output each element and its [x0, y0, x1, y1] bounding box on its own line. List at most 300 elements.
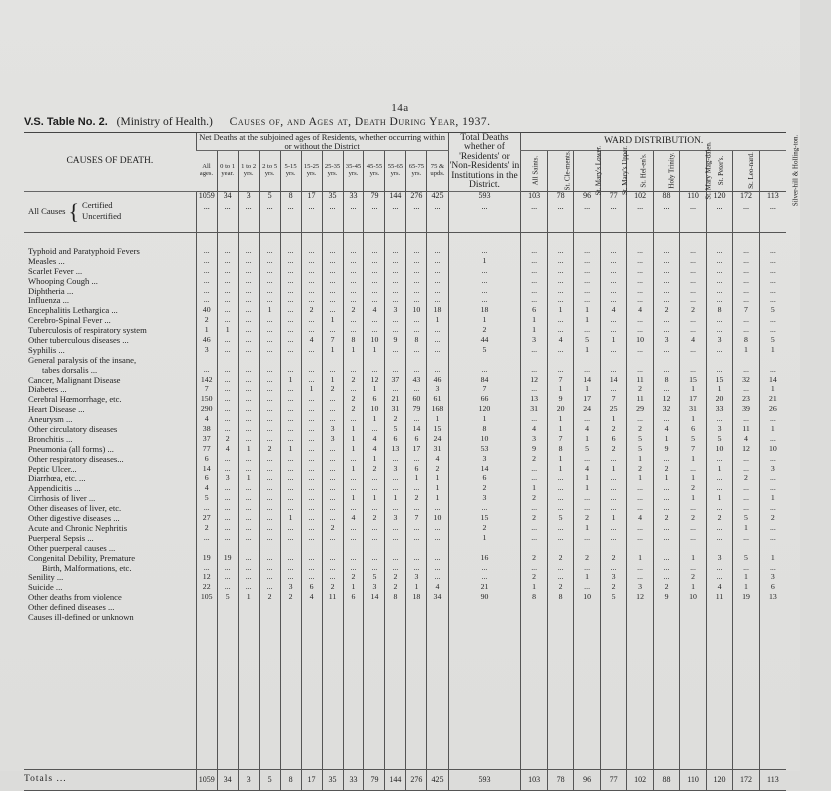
cell-value: ... — [743, 562, 749, 572]
cell-value: ... — [557, 503, 564, 513]
cell-value: ... — [481, 562, 488, 572]
cell-value: 2 — [225, 433, 230, 443]
ward-column-label: All Saints. — [531, 155, 540, 186]
cell-value: ... — [266, 503, 273, 513]
cell-value: ... — [769, 364, 776, 374]
cell-value: 1 — [246, 443, 251, 453]
cell-value: ... — [743, 463, 749, 473]
cell-value: 1 — [744, 582, 748, 592]
cell-value: 1 — [309, 384, 314, 394]
cell-value: 2 — [585, 552, 590, 562]
cell-value: 1 — [351, 443, 356, 453]
cell-value: ... — [287, 246, 294, 255]
cell-value: ... — [266, 315, 273, 325]
table-label: V.S. Table No. 2. — [24, 116, 108, 128]
cell-value: ... — [610, 532, 617, 542]
cell-value: ... — [392, 552, 399, 562]
cell-value: ... — [287, 493, 294, 503]
ward-column-header — [547, 151, 573, 192]
cell-value: 1 — [414, 582, 419, 592]
cell-value: 4 — [558, 335, 563, 345]
cell-value: ... — [245, 202, 252, 211]
all-causes-label: All Causes — [28, 206, 66, 217]
cell-value: ... — [329, 453, 336, 463]
cell-value: 43 — [412, 374, 421, 384]
cell-value: 21 — [480, 582, 489, 592]
cell-value: 1 — [558, 424, 563, 434]
page-number: 14a — [391, 102, 409, 114]
cell-value: ... — [287, 275, 294, 285]
cell-value: ... — [329, 295, 336, 305]
cell-value: 13 — [768, 592, 777, 602]
cell-value: 11 — [636, 394, 644, 404]
cell-value: ... — [371, 275, 378, 285]
cell-value: ... — [434, 522, 441, 532]
cell-value: ... — [350, 384, 357, 394]
cell-value: ... — [743, 483, 749, 493]
age-column-values — [196, 233, 217, 770]
cell-value: 40 — [202, 305, 211, 315]
cell-value: ... — [329, 513, 336, 523]
cell-value: ... — [481, 275, 488, 285]
cell-value: ... — [769, 285, 776, 295]
cell-value: 77 — [202, 443, 211, 453]
age-column-values — [343, 233, 364, 770]
cell-value: ... — [329, 255, 336, 265]
certified-ward-cell — [733, 192, 759, 233]
cell-value: 3 — [717, 424, 722, 434]
cell-value: ... — [287, 202, 294, 211]
cell-value: ... — [716, 364, 723, 374]
cell-value: 2 — [393, 414, 398, 424]
cell-value: ... — [434, 255, 441, 265]
cell-value: ... — [531, 246, 538, 255]
cell-value: 79 — [370, 191, 379, 200]
cell-value: ... — [371, 315, 378, 325]
cell-value: ... — [245, 493, 252, 503]
cell-value: 1 — [330, 344, 335, 354]
cell-value: ... — [266, 433, 273, 443]
cell-value: ... — [287, 404, 294, 414]
cause-label: Influenza ... — [28, 295, 70, 306]
cell-value: 2 — [611, 424, 616, 434]
cell-value: ... — [224, 532, 231, 542]
cell-value: 150 — [200, 394, 213, 404]
cell-value: ... — [637, 364, 643, 374]
cell-value: 4 — [691, 335, 695, 345]
all-causes-cell — [24, 192, 196, 233]
cell-value: 17 — [583, 394, 591, 404]
cell-value: ... — [266, 513, 273, 523]
column-values — [654, 247, 679, 603]
cell-value: 2 — [330, 582, 335, 592]
cell-value: 17 — [307, 191, 316, 200]
total-age-value: 5 — [259, 770, 280, 791]
cell-value: 31 — [689, 404, 697, 414]
cell-value: 2 — [351, 374, 356, 384]
cell-value: 2 — [393, 572, 398, 582]
cell-value: ... — [224, 562, 231, 572]
cell-value: 25 — [609, 404, 618, 414]
cell-value: ... — [245, 384, 252, 394]
cell-value: ... — [743, 255, 749, 265]
cell-value: ... — [245, 562, 252, 572]
cell-value: ... — [287, 433, 294, 443]
age-column-values — [280, 233, 301, 770]
cell-value: ... — [584, 255, 591, 265]
cell-value: 3 — [611, 572, 616, 582]
cell-value: ... — [350, 532, 357, 542]
cell-value: ... — [371, 285, 378, 295]
cell-value: ... — [690, 522, 696, 532]
certified-ward-cell — [653, 192, 679, 233]
cell-value: ... — [557, 344, 564, 354]
cell-value: ... — [743, 453, 749, 463]
column-values — [707, 247, 732, 603]
cell-value: ... — [287, 503, 294, 513]
cell-value: 14 — [768, 374, 777, 384]
cell-value: ... — [743, 532, 749, 542]
cell-value: 1 — [351, 424, 356, 434]
certified-age-cell — [217, 192, 238, 233]
cell-value: ... — [610, 364, 617, 374]
cell-value: ... — [224, 513, 231, 523]
cell-value: 1 — [770, 384, 775, 394]
cell-value: ... — [557, 522, 564, 532]
cell-value: ... — [557, 562, 564, 572]
certified-age-cell — [280, 192, 301, 233]
cell-value: ... — [245, 275, 252, 285]
age-column-header: 0 to 1 year. — [217, 151, 238, 192]
cell-value: ... — [371, 424, 378, 434]
cell-value: 2 — [532, 453, 537, 463]
cell-value: 10 — [689, 592, 697, 602]
cell-value: 110 — [687, 191, 699, 200]
cell-value: ... — [287, 285, 294, 295]
cell-value: ... — [266, 246, 273, 255]
cell-value: 10 — [583, 592, 591, 602]
cell-value: ... — [329, 443, 336, 453]
cell-value: 11 — [715, 592, 724, 602]
cell-value: 1 — [585, 483, 590, 493]
cell-value: 11 — [636, 374, 644, 384]
cause-label: Encephalitis Lethargica ... — [28, 305, 118, 316]
cell-value: ... — [637, 275, 643, 285]
cell-value: ... — [287, 315, 294, 325]
cell-value: 1 — [372, 344, 377, 354]
cell-value: ... — [308, 473, 315, 483]
cell-value: 11 — [742, 424, 750, 434]
cell-value: ... — [769, 532, 776, 542]
cell-value: ... — [610, 315, 617, 325]
cell-value: 5 — [611, 592, 616, 602]
cause-label: Other circulatory diseases — [28, 424, 118, 435]
cell-value: ... — [308, 552, 315, 562]
cell-value: 1 — [691, 473, 695, 483]
cell-value: ... — [531, 562, 538, 572]
cell-value: ... — [224, 255, 231, 265]
cell-value: 4 — [372, 305, 377, 315]
cell-value: ... — [266, 202, 273, 211]
cell-value: ... — [413, 503, 420, 513]
cell-value: ... — [663, 493, 670, 503]
cause-label: General paralysis of the insane, — [28, 354, 137, 365]
cell-value: ... — [434, 295, 441, 305]
cell-value: ... — [716, 246, 723, 255]
cell-value: ... — [329, 275, 336, 285]
cell-value: ... — [481, 285, 488, 295]
cell-value: ... — [610, 522, 617, 532]
cell-value: ... — [350, 473, 357, 483]
cause-label: Appendicitis ... — [28, 483, 81, 494]
total-age-value: 1059 — [196, 770, 217, 791]
cause-label: Peptic Ulcer... — [28, 463, 77, 474]
brace-glyph: { — [68, 199, 80, 224]
cell-value: ... — [350, 202, 357, 211]
cell-value: ... — [637, 562, 643, 572]
cell-value: 8 — [717, 305, 722, 315]
cell-value: 1 — [558, 414, 563, 424]
column-values — [427, 247, 447, 603]
cell-value: ... — [743, 275, 749, 285]
cell-value: 102 — [634, 191, 647, 200]
cell-value: ... — [690, 364, 696, 374]
cell-value: ... — [690, 285, 696, 295]
cell-value: 2 — [532, 513, 537, 523]
cell-value: 5 — [585, 443, 590, 453]
cell-value: 2 — [691, 305, 695, 315]
column-values — [239, 247, 259, 603]
cell-value: ... — [610, 295, 617, 305]
cell-value: 1 — [558, 305, 563, 315]
cell-value: 1 — [204, 325, 209, 335]
cause-label: Cerebral Hœmorrhage, etc. — [28, 394, 122, 405]
cell-value: 14 — [370, 592, 379, 602]
cell-value: 1 — [585, 384, 590, 394]
cell-value: ... — [637, 325, 643, 335]
cell-value: 4 — [638, 305, 643, 315]
cell-value: 1 — [691, 453, 695, 463]
cell-value: 2 — [330, 384, 335, 394]
cell-value: ... — [690, 202, 697, 211]
cell-value: ... — [329, 246, 336, 255]
cell-value: 1 — [288, 443, 293, 453]
cell-value: ... — [392, 522, 399, 532]
cell-value: ... — [224, 305, 231, 315]
cell-value: ... — [392, 246, 399, 255]
cell-value: ... — [224, 483, 231, 493]
cause-label: Cancer, Malignant Disease — [28, 374, 121, 385]
ward-column-values — [547, 233, 573, 770]
cell-value: 1 — [691, 582, 695, 592]
age-column-header: 75 & upds. — [427, 151, 448, 192]
cell-value: 1 — [585, 433, 590, 443]
cell-value: ... — [308, 562, 315, 572]
cell-value: ... — [716, 325, 723, 335]
cell-value: 9 — [664, 443, 669, 453]
cell-value: 5 — [393, 424, 398, 434]
cell-value: ... — [584, 364, 591, 374]
cell-value: ... — [371, 483, 378, 493]
cell-value: ... — [434, 285, 441, 295]
cell-value: 4 — [744, 433, 748, 443]
cell-value: ... — [690, 265, 696, 275]
cell-value: ... — [557, 493, 564, 503]
cell-value: 18 — [480, 305, 489, 315]
cell-value: ... — [203, 246, 210, 255]
cell-value: ... — [224, 453, 231, 463]
cause-label: Cerebro-Spinal Fever ... — [28, 315, 111, 326]
cell-value: 11 — [328, 592, 337, 602]
cell-value: ... — [203, 255, 210, 265]
cause-label: Other digestive diseases ... — [28, 513, 120, 524]
cell-value: ... — [531, 473, 538, 483]
age-column-values — [322, 233, 343, 770]
column-values — [627, 247, 652, 603]
cell-value: ... — [329, 463, 336, 473]
cell-value: ... — [716, 202, 723, 211]
certified-age-cell — [427, 192, 448, 233]
cell-value: 2 — [482, 325, 487, 335]
cell-value: 1 — [246, 592, 251, 602]
cell-value: ... — [245, 433, 252, 443]
cell-value: ... — [350, 265, 357, 275]
cell-value: 9 — [558, 394, 563, 404]
certified-age-cell — [238, 192, 259, 233]
cell-value: 2 — [664, 582, 669, 592]
cell-value: 8 — [744, 335, 748, 345]
cell-value: ... — [392, 344, 399, 354]
cell-value: ... — [308, 424, 315, 434]
cell-value: ... — [557, 325, 564, 335]
cell-value: ... — [287, 522, 294, 532]
cell-value: ... — [637, 493, 643, 503]
cell-value: 5 — [585, 335, 590, 345]
cell-value: 2 — [532, 552, 537, 562]
cell-value: 4 — [204, 483, 209, 493]
cell-value: ... — [245, 522, 252, 532]
cell-value: ... — [266, 325, 273, 335]
column-values — [218, 247, 238, 603]
cell-value: 1 — [558, 463, 563, 473]
cell-value: 1 — [482, 532, 487, 542]
cell-value: ... — [392, 315, 399, 325]
ward-column-values — [600, 233, 626, 770]
cell-value: ... — [531, 384, 538, 394]
cell-value: 22 — [202, 582, 211, 592]
cell-value: ... — [350, 414, 357, 424]
cell-value: 1 — [717, 463, 722, 473]
cell-value: 1 — [691, 414, 695, 424]
certified-ward-cell — [574, 192, 600, 233]
cell-value: 1 — [585, 473, 590, 483]
cell-value: 4 — [664, 424, 669, 434]
cell-value: ... — [287, 394, 294, 404]
cell-value: 10 — [480, 433, 489, 443]
column-values — [344, 247, 364, 603]
cell-value: 1 — [638, 552, 643, 562]
cause-label: Suicide ... — [28, 582, 63, 593]
cell-value: 14 — [412, 424, 421, 434]
cell-value: ... — [413, 285, 420, 295]
causes-header: CAUSES OF DEATH. — [24, 133, 196, 192]
cell-value: 2 — [414, 493, 419, 503]
cell-value: ... — [266, 384, 273, 394]
cell-value: 4 — [435, 453, 440, 463]
cell-value: ... — [392, 285, 399, 295]
cell-value: ... — [769, 473, 776, 483]
cell-value: ... — [287, 562, 294, 572]
column-values — [364, 247, 384, 603]
cell-value: 1 — [482, 315, 487, 325]
cell-value: ... — [637, 522, 643, 532]
cell-value: 1 — [744, 522, 748, 532]
cell-value: ... — [245, 532, 252, 542]
cell-value: 6 — [351, 592, 356, 602]
total-age-value: 79 — [364, 770, 385, 791]
total-ward-value: 78 — [547, 770, 573, 791]
cause-label: Puerperal Sepsis ... — [28, 532, 94, 543]
cell-value: 5 — [372, 572, 377, 582]
certified-ward-cell — [680, 192, 706, 233]
cell-value: 120 — [478, 404, 491, 414]
cell-value: 60 — [412, 394, 421, 404]
cell-value: ... — [308, 532, 315, 542]
cell-value: ... — [557, 572, 564, 582]
cell-value: ... — [266, 344, 273, 354]
age-column-header: 15-25 yrs. — [301, 151, 322, 192]
cell-value: 2 — [744, 473, 748, 483]
cell-value: ... — [224, 265, 231, 275]
cell-value: ... — [690, 463, 696, 473]
cell-value: ... — [392, 364, 399, 374]
cell-value: ... — [392, 275, 399, 285]
cell-value: ... — [637, 265, 643, 275]
cell-value: ... — [769, 255, 776, 265]
cell-value: 31 — [433, 443, 442, 453]
cell-value: ... — [413, 384, 420, 394]
cell-value: ... — [308, 443, 315, 453]
cell-value: 3 — [330, 433, 335, 443]
cell-value: 1 — [611, 513, 616, 523]
cell-value: ... — [224, 202, 231, 211]
cell-value: 20 — [556, 404, 565, 414]
cell-value: 3 — [330, 424, 335, 434]
cell-value: 7 — [558, 374, 563, 384]
cell-value: ... — [434, 246, 441, 255]
cell-value: ... — [481, 202, 488, 211]
cell-value: 1 — [638, 453, 643, 463]
cause-label: Typhoid and Paratyphoid Fevers — [28, 246, 140, 256]
cell-value: ... — [637, 572, 643, 582]
cell-value: ... — [266, 404, 273, 414]
cell-value: ... — [245, 414, 252, 424]
cell-value: ... — [769, 246, 776, 255]
cell-value: ... — [287, 483, 294, 493]
cell-value: ... — [584, 325, 591, 335]
cell-value: 4 — [309, 592, 314, 602]
causes-list — [28, 247, 196, 623]
all-causes-group — [24, 201, 196, 223]
cell-value: 3 — [770, 463, 775, 473]
total-age-value: 33 — [343, 770, 364, 791]
cell-value: ... — [266, 335, 273, 345]
cell-value: ... — [287, 344, 294, 354]
cell-value: ... — [557, 255, 564, 265]
cell-value: 2 — [691, 572, 695, 582]
cell-value: 105 — [200, 592, 213, 602]
cell-value: 6 — [393, 433, 398, 443]
